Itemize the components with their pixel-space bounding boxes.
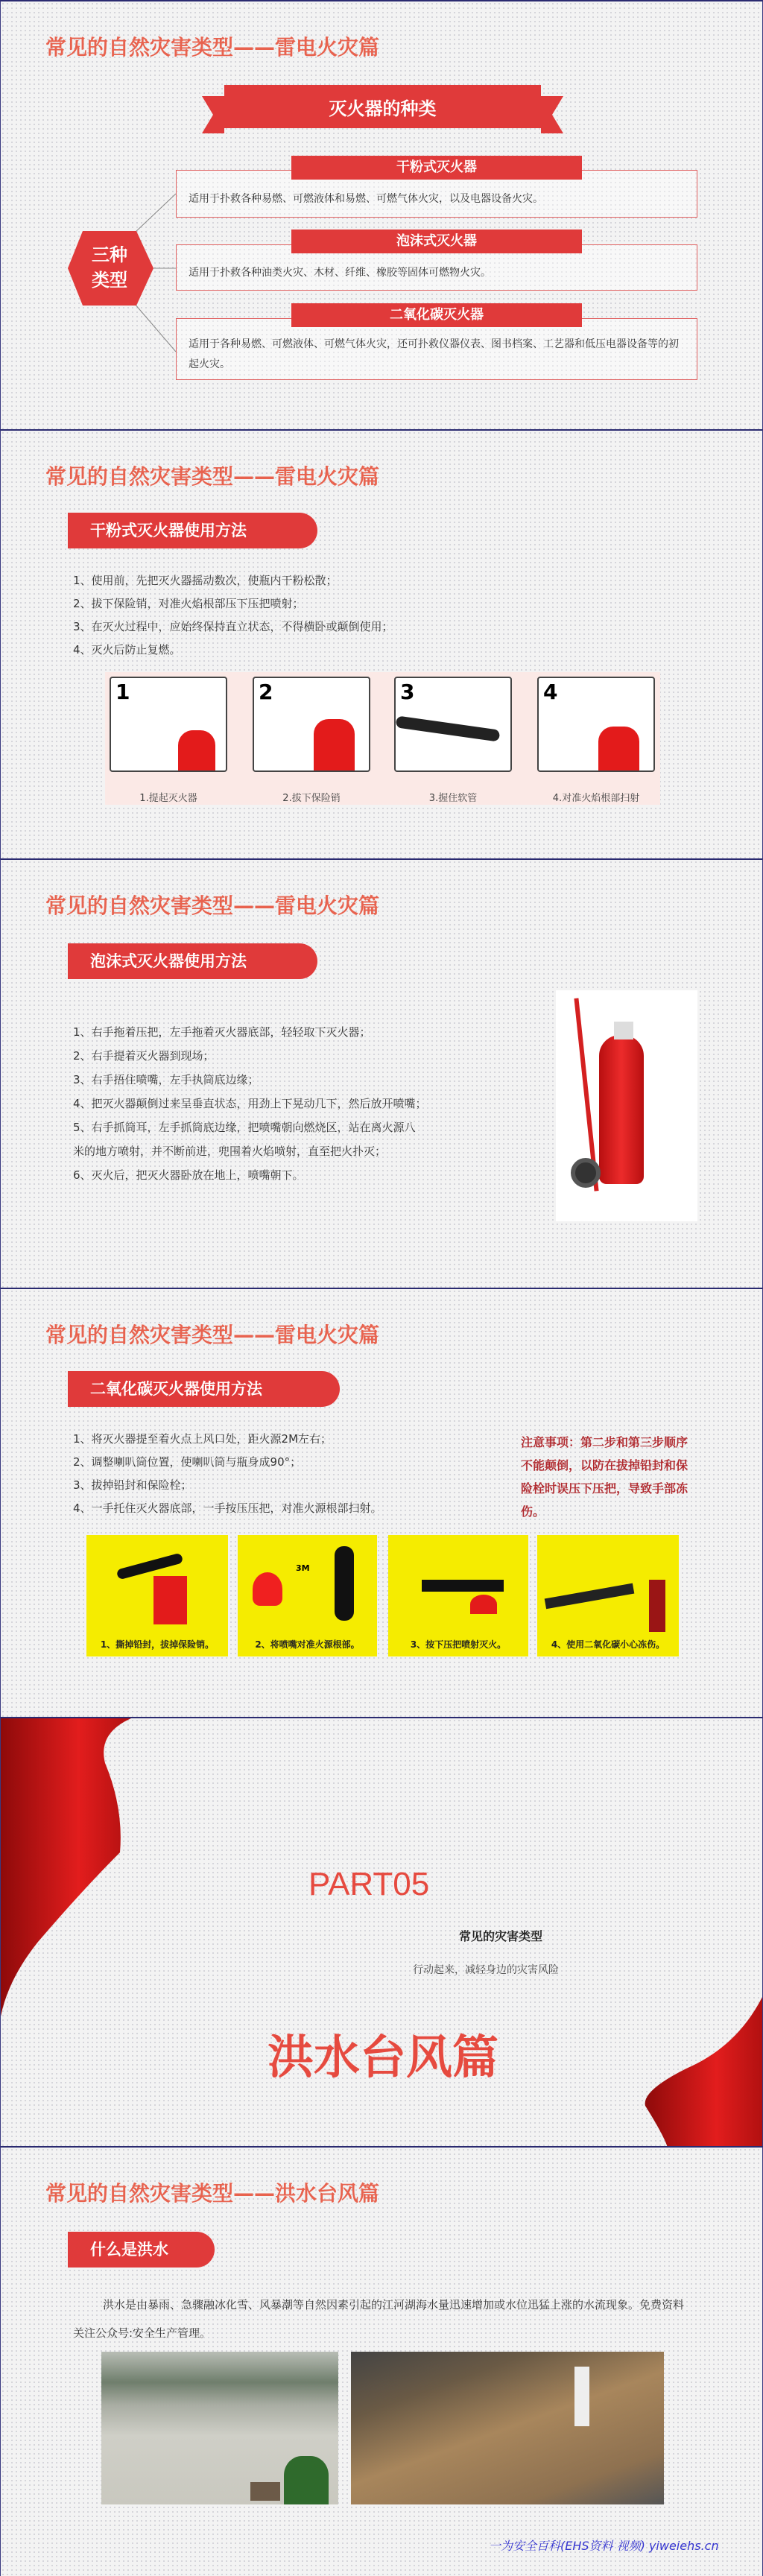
step: 1、右手拖着压把，左手拖着灭火器底部，轻轻取下灭火器；	[73, 1025, 371, 1039]
step-illustration-1	[110, 677, 227, 772]
co2-step-panel-3	[388, 1535, 528, 1656]
step: 1、将灭火器提至着火点上风口处，距火源2M左右；	[73, 1432, 332, 1446]
distance-label: 3M	[296, 1563, 310, 1573]
part-heading: 洪水台风篇	[267, 2030, 499, 2084]
panel-caption: 3、按下压把喷射灭火。	[410, 1639, 507, 1650]
slide-foam-usage	[0, 858, 763, 1288]
step: 5、右手抓筒耳，左手抓筒底边缘，把喷嘴朝向燃烧区，站在离火源八	[73, 1121, 416, 1134]
co2-step-panel-4	[537, 1535, 679, 1656]
slide-title: 常见的自然灾害类型——雷电火灾篇	[45, 35, 380, 60]
step: 4、把灭火器颠倒过来呈垂直状态，用劲上下晃动几下，然后放开喷嘴；	[73, 1097, 427, 1110]
step: 4、一手托住灭火器底部，一手按压压把，对准火源根部扫射。	[73, 1501, 382, 1515]
section-pill: 干粉式灭火器使用方法	[68, 513, 317, 548]
panel-caption: 3.握住软管	[428, 793, 478, 804]
step: 3、右手捂住喷嘴，左手执筒底边缘；	[73, 1073, 259, 1086]
slide-title: 常见的自然灾害类型——洪水台风篇	[45, 2181, 380, 2206]
type-desc: 适用于扑救各种油类火灾、木材、纤维、橡胶等固体可燃物火灾。	[189, 267, 491, 279]
type-desc: 适用于扑救各种易燃、可燃液体和易燃、可燃气体火灾，以及电器设备火灾。	[189, 193, 543, 205]
slide-extinguisher-types	[0, 0, 763, 429]
panel-number: 3	[400, 680, 415, 704]
steps-list	[73, 1020, 427, 1187]
step: 2、右手提着灭火器到现场；	[73, 1049, 215, 1063]
co2-step-panel-2	[238, 1535, 377, 1656]
slide-co2-usage	[0, 1288, 763, 1717]
panel-caption: 1、撕掉铅封，拔掉保险销。	[100, 1639, 215, 1650]
type-header: 泡沫式灭火器	[291, 230, 582, 253]
part-subtitle: 常见的灾害类型	[459, 1929, 543, 1943]
flood-definition: 洪水是由暴雨、急骤融冰化雪、风暴潮等自然因素引起的江河湖海水量迅速增加或水位迅猛上涨的水流现象。免费资料关注公众号:安全生产管理。	[73, 2298, 685, 2340]
slide-part05-cover	[0, 1717, 763, 2146]
type-header: 干粉式灭火器	[291, 156, 582, 180]
co2-step-panel-1	[86, 1535, 228, 1656]
panel-caption: 1.提起灭火器	[139, 793, 197, 804]
part-tagline: 行动起来，减轻身边的灾害风险	[413, 1964, 559, 1976]
hexagon-label: 三种类型	[92, 244, 127, 291]
banner-title: 灭火器的种类	[329, 98, 437, 119]
step-illustration-4	[537, 677, 655, 772]
panel-number: 4	[543, 680, 558, 704]
panel-number: 1	[115, 680, 130, 704]
watermark-text: 一为安全百科(EHS资料 视频) yiweiehs.cn	[489, 2539, 719, 2553]
caution-note: 注意事项：第二步和第三步顺序不能颠倒，以防在拔掉铅封和保险栓时误压下压把，导致手部冻伤。	[521, 1435, 688, 1519]
step: 2、调整喇叭筒位置，使喇叭筒与瓶身成90°；	[73, 1455, 302, 1469]
steps-list	[73, 569, 393, 662]
slide-what-is-flood	[0, 2146, 763, 2576]
type-desc: 适用于各种易燃、可燃液体、可燃气体火灾，还可扑救仪器仪表、图书档案、工艺器和低压电器设备等的初起火灾。	[189, 338, 679, 370]
step: 2、拔下保险销，对准火焰根部压下压把喷射；	[73, 597, 304, 610]
step: 3、拔掉铅封和保险栓；	[73, 1478, 192, 1492]
section-pill: 什么是洪水	[68, 2232, 215, 2268]
flood-stairs-photo	[351, 2352, 664, 2504]
panel-caption: 2、将喷嘴对准火源根部。	[255, 1639, 360, 1650]
part-number: PART05	[308, 1866, 430, 1902]
flooded-village-photo	[101, 2352, 338, 2504]
slide-title: 常见的自然灾害类型——雷电火灾篇	[45, 1323, 380, 1347]
type-header: 二氧化碳灭火器	[291, 303, 582, 327]
step: 6、灭火后，把灭火器卧放在地上，喷嘴朝下。	[73, 1168, 304, 1182]
step-illustration-2	[253, 677, 370, 772]
panel-caption: 2.拔下保险销	[282, 793, 341, 804]
section-pill: 泡沫式灭火器使用方法	[68, 943, 317, 979]
foam-extinguisher-photo	[556, 990, 697, 1221]
step: 3、在灭火过程中，应始终保持直立状态，不得横卧或颠倒使用；	[73, 620, 393, 633]
step: 4、灭火后防止复燃。	[73, 643, 181, 656]
step: 米的地方喷射，并不断前进，兜围着火焰喷射，直至把火扑灭；	[73, 1145, 387, 1158]
slide-title: 常见的自然灾害类型——雷电火灾篇	[45, 464, 380, 489]
step-illustration-3	[394, 677, 512, 772]
panel-number: 2	[259, 680, 273, 704]
panel-caption: 4.对准火焰根部扫射	[552, 793, 640, 804]
section-pill: 二氧化碳灭火器使用方法	[68, 1371, 340, 1407]
step: 1、使用前，先把灭火器摇动数次，使瓶内干粉松散；	[73, 574, 338, 587]
slide-title: 常见的自然灾害类型——雷电火灾篇	[45, 893, 380, 918]
type-box-co2	[176, 318, 697, 380]
panel-caption: 4、使用二氧化碳小心冻伤。	[551, 1639, 665, 1650]
slide-dry-powder-usage	[0, 429, 763, 858]
steps-list	[73, 1428, 382, 1520]
